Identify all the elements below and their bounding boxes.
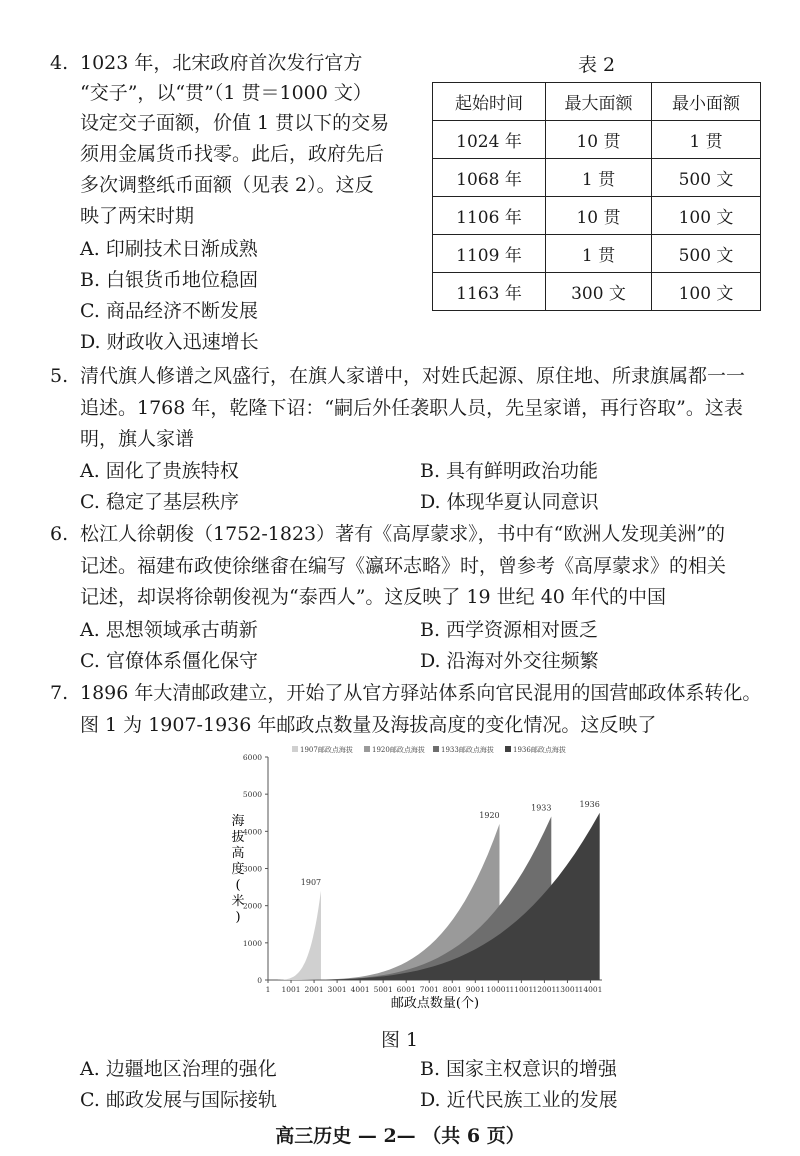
q4-line: 须用金属货币找零。此后，政府先后 [80, 143, 385, 165]
legend-swatch [292, 746, 298, 752]
legend-item: 1907邮政点海拔 [300, 746, 353, 754]
table-row [433, 197, 761, 235]
q7-line: 1896 年大清邮政建立，开始了从官方驿站体系向官民混用的国营邮政体系转化。 [80, 682, 762, 704]
x-tick-label: 6001 [396, 985, 416, 994]
legend-swatch [364, 746, 370, 752]
q4-option-c[interactable]: C. 商品经济不断发展 [80, 300, 258, 322]
x-tick-label: 1 [265, 985, 271, 994]
table-header-row [433, 83, 761, 121]
table2 [432, 82, 761, 311]
y-tick-label: 3000 [242, 864, 262, 874]
table-cell: 500 文 [652, 235, 761, 273]
q6-line: 记述，却误将徐朝俊视为“泰西人”。这反映了 19 世纪 40 年代的中国 [80, 586, 666, 608]
legend-item: 1920邮政点海拔 [372, 746, 425, 754]
table-row [433, 235, 761, 273]
q5-number: 5. [50, 365, 69, 387]
x-tick-label: 7001 [419, 985, 439, 994]
figure1-caption: 图 1 [381, 1029, 419, 1051]
x-tick-label: 3001 [327, 985, 347, 994]
y-tick-label: 5000 [242, 790, 262, 800]
q7-number: 7. [50, 682, 69, 704]
q4-option-a[interactable]: A. 印刷技术日渐成熟 [80, 238, 258, 260]
table-cell: 1068 年 [433, 159, 546, 197]
x-tick-label: 12001 [532, 985, 557, 994]
y-tick-label: 6000 [242, 753, 262, 762]
y-tick-label: 2000 [242, 901, 262, 911]
q6-number: 6. [50, 523, 69, 545]
legend-item: 1933邮政点海拔 [441, 746, 494, 754]
legend-swatch [505, 746, 511, 752]
q7-option-a[interactable]: A. 边疆地区治理的强化 [80, 1058, 277, 1080]
table-cell: 1163 年 [433, 273, 546, 311]
table-cell: 1109 年 [433, 235, 546, 273]
table-cell: 100 文 [652, 197, 761, 235]
q7-line: 图 1 为 1907-1936 年邮政点数量及海拔高度的变化情况。这反映了 [80, 714, 657, 736]
chart-series [268, 800, 600, 980]
area-1907 [268, 891, 321, 980]
q4-line: “交子”，以“贯”（1 贯＝1000 文） [80, 82, 372, 104]
q7-option-c[interactable]: C. 邮政发展与国际接轨 [80, 1089, 277, 1111]
y-axis [243, 753, 268, 985]
table-cell: 300 文 [546, 273, 652, 311]
q4-number: 4. [50, 52, 69, 74]
x-tick-label: 9001 [465, 985, 485, 994]
x-tick-label: 11001 [509, 985, 534, 994]
x-tick-label: 2001 [304, 985, 324, 994]
table-cell: 1 贯 [652, 121, 761, 159]
table-row [433, 159, 761, 197]
q4-option-b[interactable]: B. 白银货币地位稳固 [80, 269, 259, 291]
q6-line: 松江人徐朝俊（1752-1823）著有《高厚蒙求》，书中有“欧洲人发现美洲”的 [80, 523, 726, 545]
table-row [433, 121, 761, 159]
x-tick-label: 5001 [373, 985, 393, 994]
q4-line: 映了两宋时期 [80, 205, 195, 227]
q4-option-d[interactable]: D. 财政收入迅速增长 [80, 331, 259, 353]
table-cell: 1 贯 [546, 235, 652, 273]
q6-option-d[interactable]: D. 沿海对外交往频繁 [420, 650, 599, 672]
q5-line: 清代旗人修谱之风盛行，在旗人家谱中，对姓氏起源、原住地、所隶旗属都一一 [80, 365, 746, 387]
table-cell: 1024 年 [433, 121, 546, 159]
q4-line: 多次调整纸币面额（见表 2）。这反 [80, 174, 374, 196]
series-label-1920: 1920 [479, 810, 500, 820]
x-tick-label: 8001 [442, 985, 462, 994]
q5-option-b[interactable]: B. 具有鲜明政治功能 [420, 460, 599, 482]
table-cell: 500 文 [652, 159, 761, 197]
q6-option-a[interactable]: A. 思想领域承古萌新 [80, 619, 258, 641]
table-header-cell: 起始时间 [433, 83, 546, 121]
table-cell: 10 贯 [546, 121, 652, 159]
x-tick-label: 4001 [350, 985, 370, 994]
series-label-1907: 1907 [300, 877, 322, 887]
table-cell: 100 文 [652, 273, 761, 311]
x-tick-label: 14001 [578, 985, 603, 994]
legend-swatch [433, 746, 439, 752]
table-header-cell: 最小面额 [652, 83, 761, 121]
q7-option-b[interactable]: B. 国家主权意识的增强 [420, 1058, 618, 1080]
q4-line: 设定交子面额，价值 1 贯以下的交易 [80, 112, 390, 134]
q6-line: 记述。福建布政使徐继畬在编写《瀛环志略》时，曾参考《高厚蒙求》的相关 [80, 555, 727, 577]
table-cell: 10 贯 [546, 197, 652, 235]
y-tick-label: 0 [257, 976, 262, 985]
q5-option-d[interactable]: D. 体现华夏认同意识 [420, 491, 599, 513]
table-cell: 1106 年 [433, 197, 546, 235]
table-header-cell: 最大面额 [546, 83, 652, 121]
y-tick-label: 1000 [242, 938, 262, 948]
series-label-1936: 1936 [579, 799, 600, 809]
x-tick-label: 13001 [555, 985, 580, 994]
table2-caption: 表 2 [578, 54, 616, 76]
chart-legend [292, 745, 566, 754]
x-tick-label: 10001 [486, 985, 511, 994]
y-tick-label: 4000 [242, 827, 262, 837]
y-axis-label: 海拔高度(米) [231, 814, 245, 925]
table-cell: 1 贯 [546, 159, 652, 197]
x-axis [266, 980, 603, 994]
q5-option-c[interactable]: C. 稳定了基层秩序 [80, 491, 239, 513]
q7-option-d[interactable]: D. 近代民族工业的发展 [420, 1089, 618, 1111]
q6-option-b[interactable]: B. 西学资源相对匮乏 [420, 619, 599, 641]
series-label-1933: 1933 [531, 803, 552, 813]
x-tick-label: 1001 [281, 985, 301, 994]
table-row [433, 273, 761, 311]
figure1-chart [0, 735, 800, 1035]
q5-line: 明，旗人家谱 [80, 428, 195, 450]
q5-option-a[interactable]: A. 固化了贵族特权 [80, 460, 239, 482]
q4-line: 1023 年，北宋政府首次发行官方 [80, 52, 363, 74]
page-footer: 高三历史 — 2— （共 6 页） [275, 1125, 525, 1147]
legend-item: 1936邮政点海拔 [513, 746, 566, 754]
x-axis-label: 邮政点数量(个) [390, 996, 480, 1011]
q5-line: 追述。1768 年，乾隆下诏：“嗣后外任袭职人员，先呈家谱，再行咨取”。这表 [80, 397, 743, 419]
q6-option-c[interactable]: C. 官僚体系僵化保守 [80, 650, 258, 672]
